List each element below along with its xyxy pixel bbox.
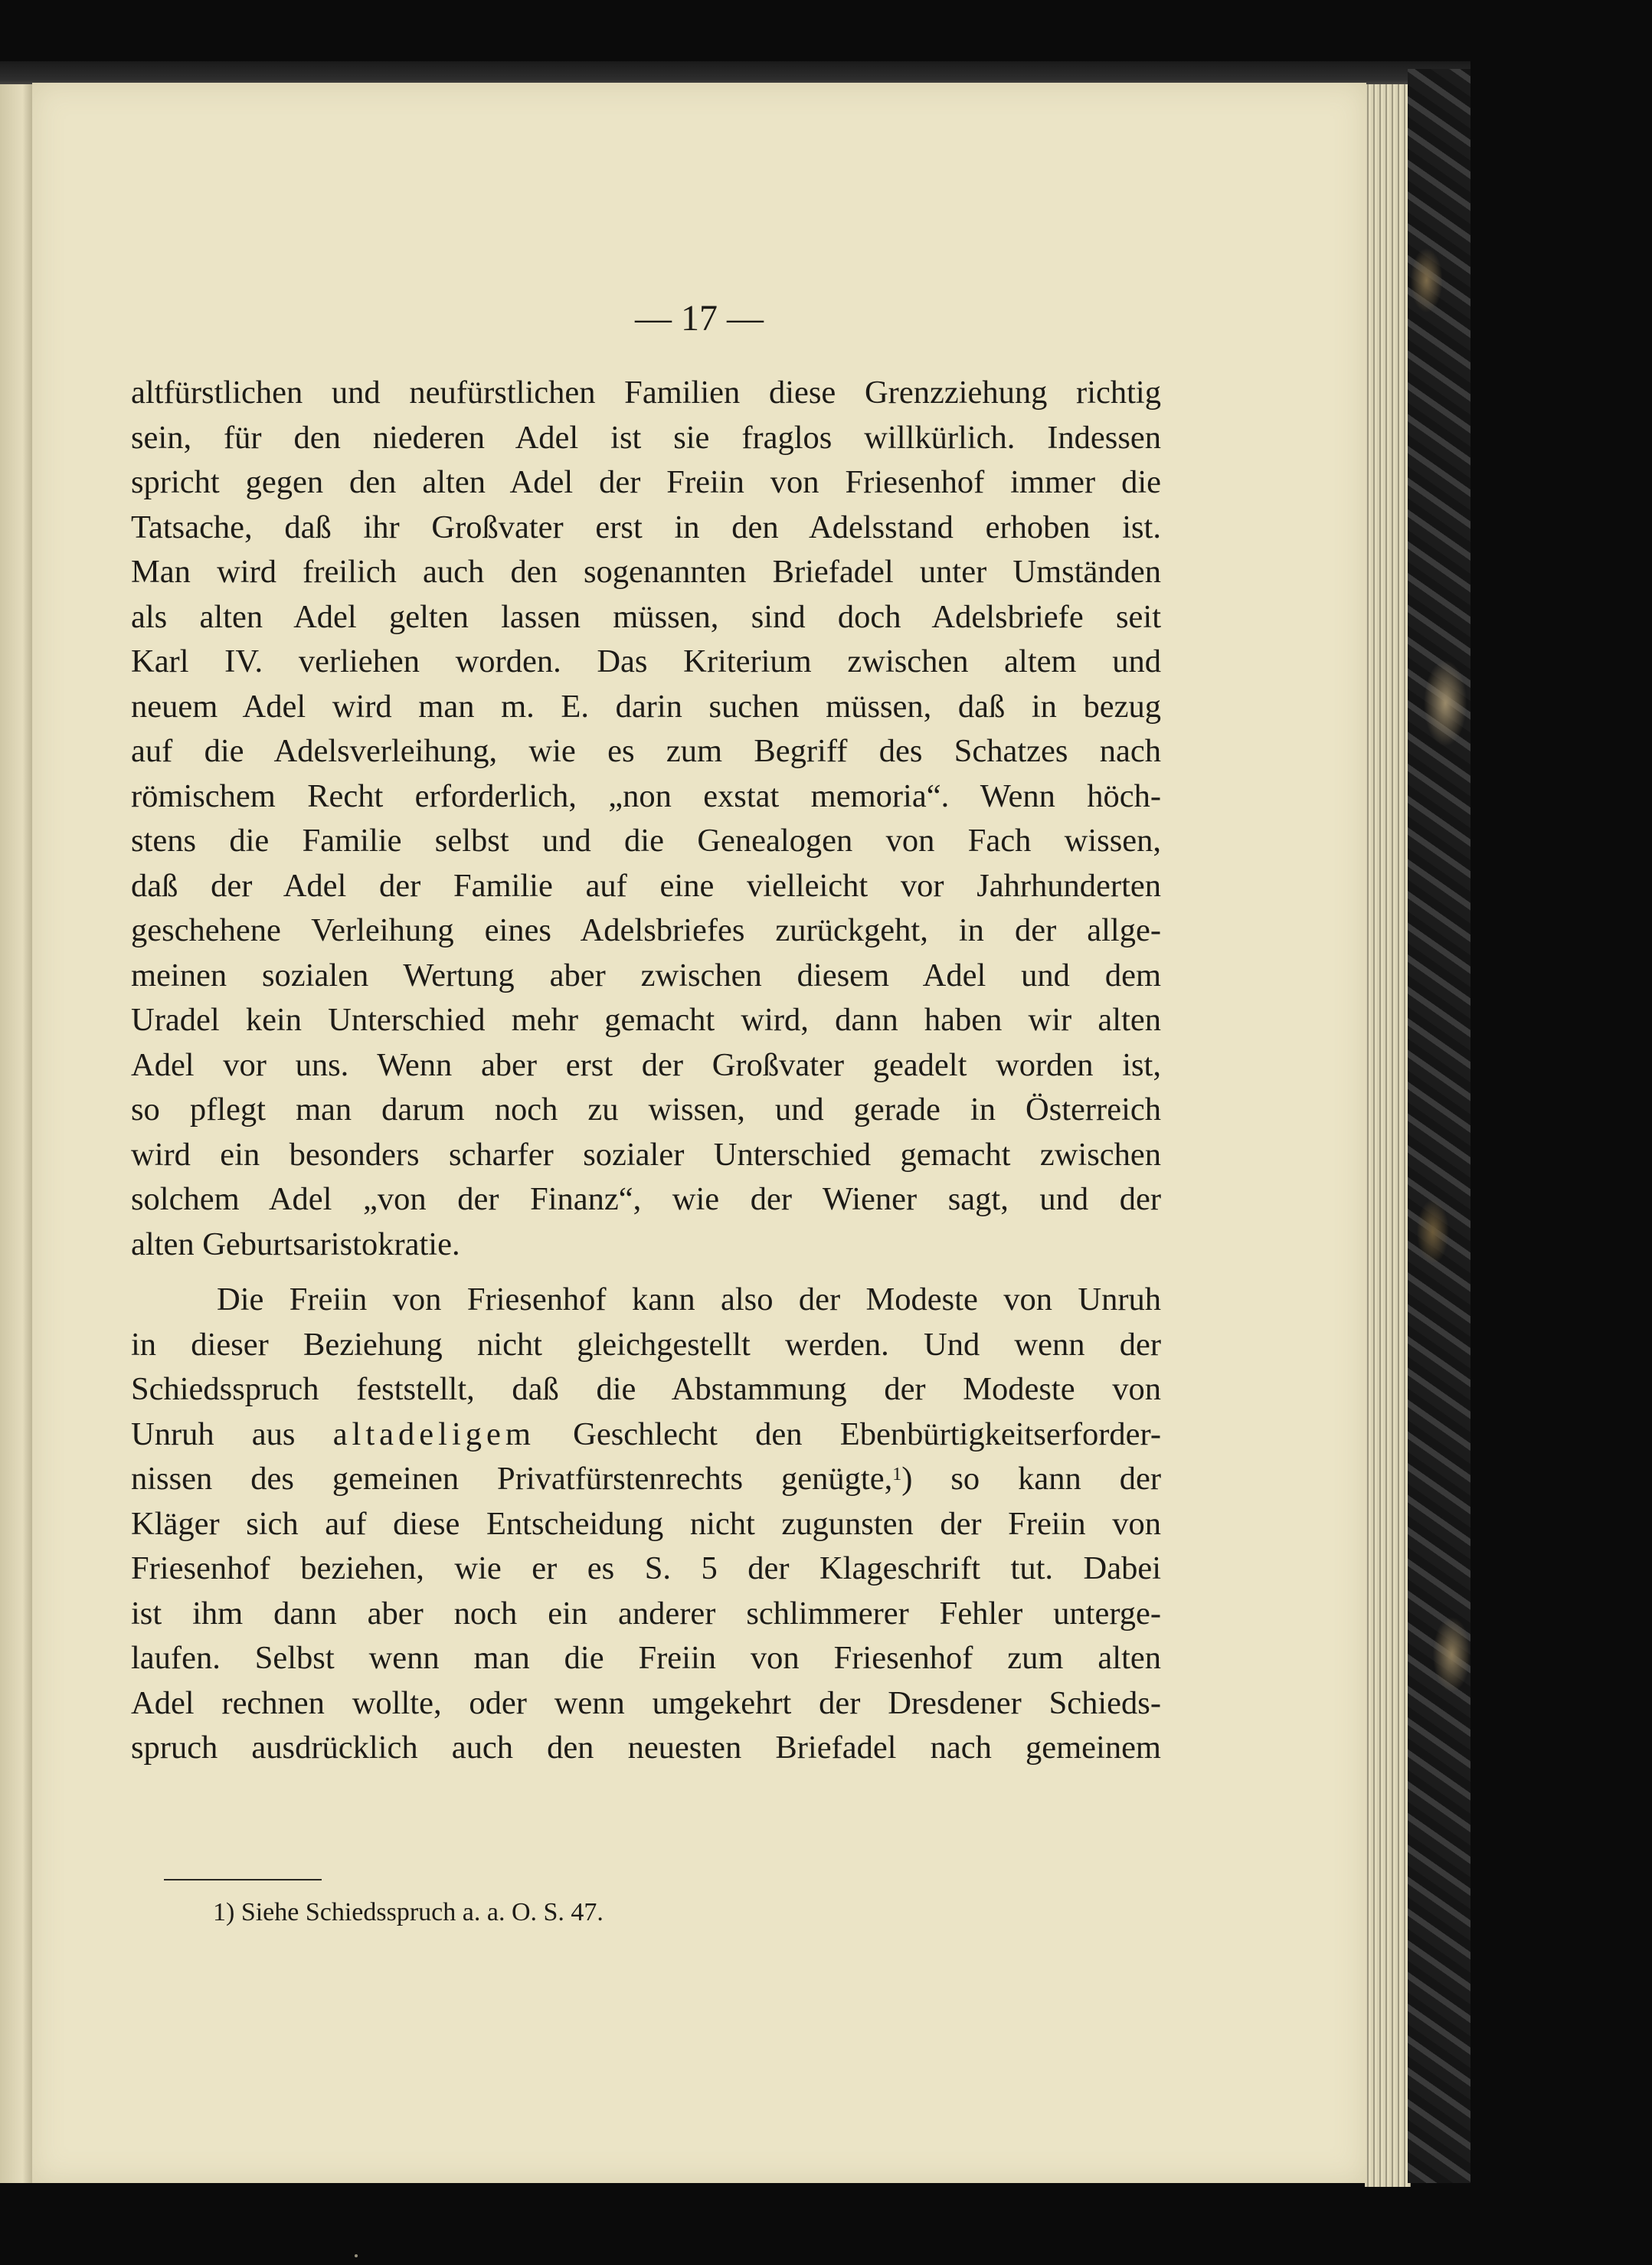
paragraph-1 [131,371,1161,1267]
text-line: als alten Adel gelten lassen müssen, sind doch Adelsbriefe seit [131,598,1161,635]
text-line: altfürstlichen und neufürstlichen Familien diese Grenzziehung richtig [131,375,1161,411]
text-line: in dieser Beziehung nicht gleichgestellt werden. Und wenn der [131,1326,1161,1363]
facing-page-edge [0,84,32,2183]
text-line: Man wird freilich auch den sogenannten Briefadel unter Umständen [131,554,1161,590]
text-line: daß der Adel der Familie auf eine vielleicht vor Jahrhunderten [131,867,1161,904]
text-line: so pflegt man darum noch zu wissen, und gerade in Österreich [131,1092,1161,1128]
text-line: Adel rechnen wollte, oder wenn umgekehrt der Dresdener Schieds- [131,1684,1161,1721]
text-line: Kläger sich auf diese Entscheidung nicht zugunsten der Freiin von [131,1505,1161,1542]
footnote-rule [164,1879,322,1880]
body-text [131,371,1161,1771]
footnote-marker: 1 [892,1465,902,1484]
text-line: Tatsache, daß ihr Großvater erst in den Adelsstand erhoben ist. [131,509,1161,545]
text-line: Die Freiin von Friesenhof kann also der Modeste von Unruh [217,1281,1161,1317]
text-line: alten Geburtsaristokratie. [131,1226,460,1262]
text-line: geschehene Verleihung eines Adelsbriefes zurückgeht, in der allge- [131,912,1161,948]
text-line: solchem Adel „von der Finanz“, wie der Wiener sagt, und der [131,1181,1161,1217]
text-line: wird ein besonders scharfer sozialer Unterschied gemacht zwischen [131,1136,1161,1173]
paragraph-2 [131,1278,1161,1771]
text-line: ist ihm dann aber noch ein anderer schlimmerer Fehler unterge- [131,1595,1161,1632]
text-line: römischem Recht erforderlich, „non exstat memoria“. Wenn höch- [131,777,1161,814]
page-number: — 17 — [635,298,764,339]
text-line: Adel vor uns. Wenn aber erst der Großvater geadelt worden ist, [131,1046,1161,1083]
dust-speck [355,2254,358,2257]
emphasized-word: altadeligem [332,1416,535,1452]
text-line: Uradel kein Unterschied mehr gemacht wird, dann haben wir alten [131,1002,1161,1038]
text-line [131,1457,1161,1502]
text-line: Friesenhof beziehen, wie er es S. 5 der Klageschrift tut. Dabei [131,1550,1161,1586]
text-line: Schiedsspruch feststellt, daß die Abstammung der Modeste von [131,1371,1161,1407]
text-run: ) so kann der [901,1461,1161,1497]
text-line: spruch ausdrücklich auch den neuesten Briefadel nach gemeinem [131,1730,1161,1766]
text-line: spricht gegen den alten Adel der Freiin von Friesenhof immer die [131,464,1161,500]
paragraph-gap [131,1267,1161,1278]
text-line: meinen sozialen Wertung aber zwischen diesem Adel und dem [131,957,1161,993]
page-leaves-edge [1365,84,1411,2187]
text-line: stens die Familie selbst und die Genealogen von Fach wissen, [131,823,1161,859]
text-line: Karl IV. verliehen worden. Das Kriterium zwischen altem und [131,643,1161,679]
text-run: Geschlecht den Ebenbürtigkeitserforder- [535,1416,1162,1452]
text-line: auf die Adelsverleihung, wie es zum Begriff des Schatzes nach [131,733,1161,769]
text-run: Unruh aus [131,1416,333,1452]
text-line: neuem Adel wird man m. E. darin suchen müssen, daß in bezug [131,688,1161,725]
text-line: laufen. Selbst wenn man die Freiin von Friesenhof zum alten [131,1640,1161,1676]
text-run: nissen des gemeinen Privatfürstenrechts genügte, [131,1461,893,1497]
book-page [32,83,1366,2183]
text-line [131,1412,1161,1458]
text-line: sein, für den niederen Adel ist sie fraglos willkürlich. Indessen [131,419,1161,456]
marbled-cover [1408,69,1470,2183]
footnote: 1) Siehe Schiedsspruch a. a. O. S. 47. [213,1898,604,1926]
